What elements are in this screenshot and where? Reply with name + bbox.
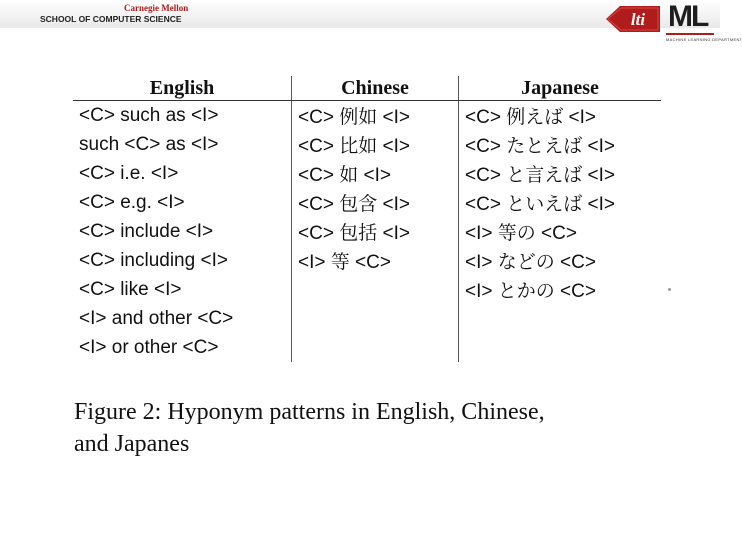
cell-japanese	[459, 304, 662, 333]
cell-chinese	[292, 304, 459, 333]
cell-chinese: <C> 例如 <I>	[292, 101, 459, 131]
cell-chinese: <C> 比如 <I>	[292, 130, 459, 159]
cell-chinese: <C> 包含 <I>	[292, 188, 459, 217]
cell-japanese: <C> といえば <I>	[459, 188, 662, 217]
cell-chinese: <C> 包括 <I>	[292, 217, 459, 246]
table-row	[73, 304, 661, 333]
cell-english: <C> such as <I>	[79, 104, 219, 126]
cell-english: <I> and other <C>	[79, 307, 234, 329]
header-japanese: Japanese	[459, 76, 662, 101]
cell-english: <C> i.e. <I>	[79, 162, 179, 184]
cell-japanese: <I> 等の <C>	[459, 217, 662, 246]
ml-logo	[664, 0, 742, 48]
cell-chinese: <C> 如 <I>	[292, 159, 459, 188]
table-row	[73, 217, 661, 246]
cell-english: <I> or other <C>	[79, 336, 219, 358]
school-name: SCHOOL OF COMPUTER SCIENCE	[40, 14, 182, 24]
table-row	[73, 188, 661, 217]
header-english: English	[73, 76, 292, 101]
hyponym-patterns-table	[73, 76, 661, 362]
table-header-row	[73, 76, 661, 101]
ml-logo-text: ML	[668, 0, 708, 33]
cell-english: <C> like <I>	[79, 278, 182, 300]
ml-dept-text: MACHINE LEARNING DEPARTMENT	[666, 37, 742, 42]
table-row	[73, 246, 661, 275]
cell-japanese: <C> と言えば <I>	[459, 159, 662, 188]
lti-logo-text: lti	[630, 10, 646, 29]
cell-japanese: <C> 例えば <I>	[459, 101, 662, 131]
table-row	[73, 333, 661, 362]
caption-line-1: Figure 2: Hyponym patterns in English, Chinese,	[74, 399, 545, 425]
cell-chinese	[292, 275, 459, 304]
cell-japanese	[459, 333, 662, 362]
ml-logo-stripe	[666, 33, 714, 35]
cell-chinese	[292, 333, 459, 362]
cell-english: <C> e.g. <I>	[79, 191, 185, 213]
cell-english: such <C> as <I>	[79, 133, 219, 155]
cell-english: <C> include <I>	[79, 220, 214, 242]
table-row	[73, 130, 661, 159]
university-name: Carnegie Mellon	[124, 3, 189, 13]
table-row	[73, 101, 661, 131]
table-row	[73, 275, 661, 304]
caption-line-2: and Japanes	[74, 431, 190, 457]
cell-japanese: <C> たとえば <I>	[459, 130, 662, 159]
cell-chinese: <I> 等 <C>	[292, 246, 459, 275]
decorative-dot	[668, 288, 671, 291]
cell-japanese: <I> とかの <C>	[459, 275, 662, 304]
figure-caption	[74, 396, 674, 460]
lti-logo	[604, 4, 662, 39]
header-chinese: Chinese	[292, 76, 459, 101]
table-row	[73, 159, 661, 188]
cell-japanese: <I> などの <C>	[459, 246, 662, 275]
cell-english: <C> including <I>	[79, 249, 228, 271]
